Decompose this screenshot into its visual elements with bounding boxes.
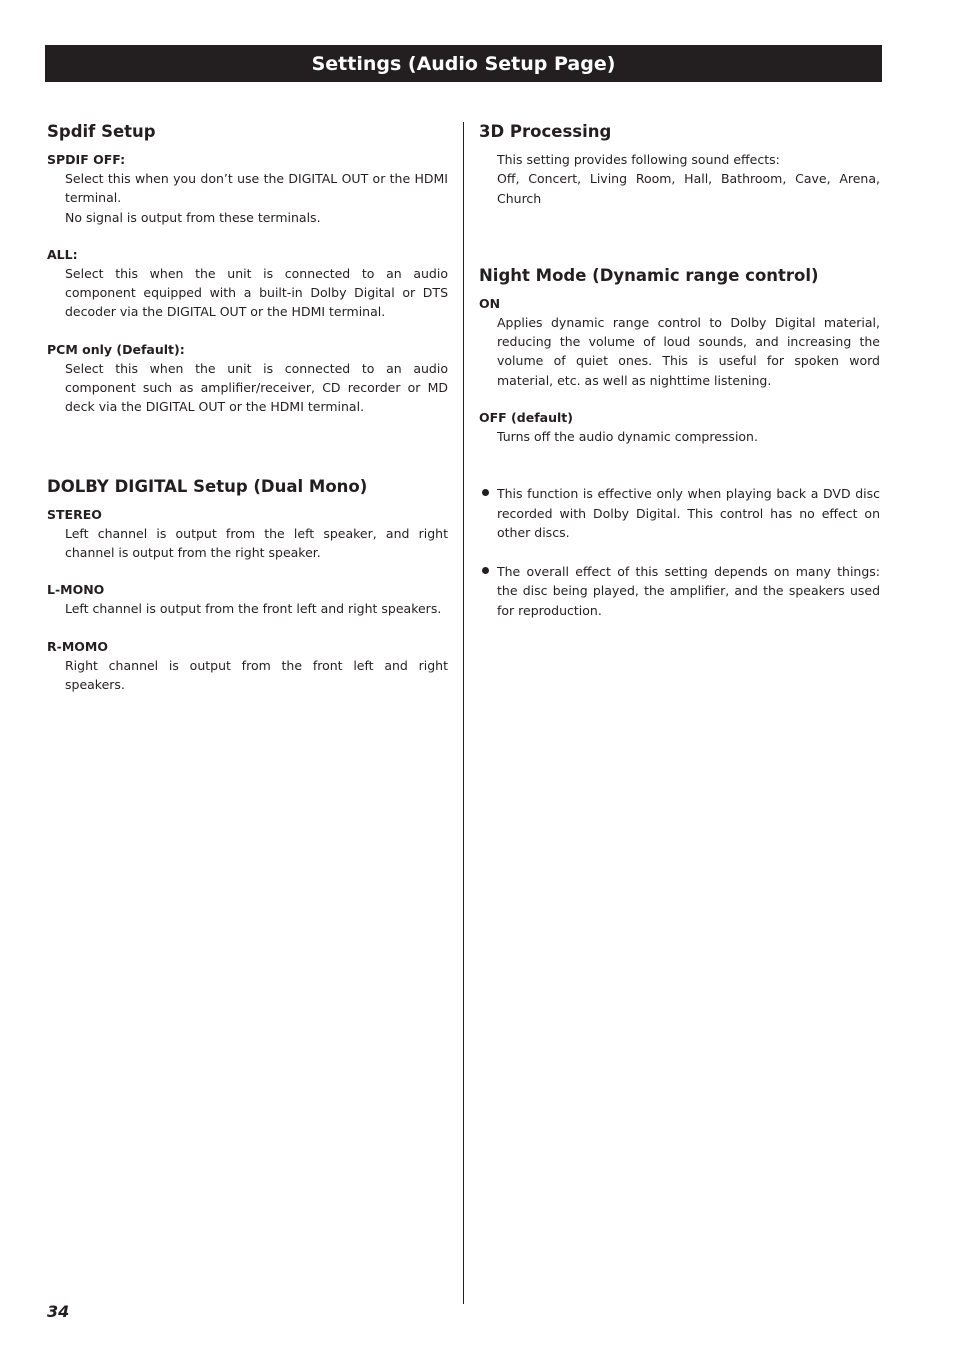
spdif-all-description: Select this when the unit is connected to an audio component equipped with a built-in Dolby Digital or DTS decoder via the DIGITAL OUT or the HDMI terminal. xyxy=(65,265,448,320)
page-title: Settings (Audio Setup Page) xyxy=(311,52,616,75)
night-mode-section xyxy=(479,264,880,446)
3d-processing-description xyxy=(497,150,880,208)
spdif-off-term: SPDIF OFF: xyxy=(47,152,126,167)
spdif-pcm-description: Select this when the unit is connected to an audio component such as amplifier/receiver, CD recorder or MD deck via the DIGITAL OUT or the HDMI terminal. xyxy=(65,360,448,415)
left-column xyxy=(47,120,448,694)
spdif-off-text-2: No signal is output from these terminals. xyxy=(65,209,321,225)
note-item xyxy=(479,484,880,543)
spdif-off-description xyxy=(65,169,448,227)
spdif-pcm-term: PCM only (Default): xyxy=(47,341,185,357)
l-mono-description: Left channel is output from the front left and right speakers. xyxy=(65,601,442,617)
stereo-description: Left channel is output from the left speaker, and right channel is output from the right speaker. xyxy=(65,525,448,560)
bullet-icon xyxy=(482,567,489,574)
night-mode-heading: Night Mode (Dynamic range control) xyxy=(479,265,819,285)
r-mono-term: R-MOMO xyxy=(47,638,108,654)
night-on-term: ON xyxy=(479,295,501,311)
3d-processing-heading: 3D Processing xyxy=(479,122,612,141)
notes-list xyxy=(479,484,880,620)
dolby-digital-heading: DOLBY DIGITAL Setup (Dual Mono) xyxy=(47,476,368,496)
3d-processing-text-2: Off, Concert, Living Room, Hall, Bathroom, Cave, Arena, Church xyxy=(497,171,880,206)
column-divider xyxy=(463,122,464,1304)
night-on-description: Applies dynamic range control to Dolby Digital material, reducing the volume of loud sounds, and increasing the volume of quiet ones. This is useful for spoken word material, etc. as well as nighttime listening. xyxy=(497,314,880,388)
note-text: The overall effect of this setting depends on many things: the disc being played, the amplifier, and the speakers used for reproduction. xyxy=(497,563,880,618)
spdif-all-term: ALL: xyxy=(47,246,78,262)
bullet-icon xyxy=(482,489,489,496)
spdif-setup-heading: Spdif Setup xyxy=(47,122,156,141)
note-text: This function is effective only when playing back a DVD disc recorded with Dolby Digital. This control has no effect on other discs. xyxy=(497,486,880,541)
3d-processing-section xyxy=(479,120,880,208)
dolby-digital-section xyxy=(47,475,448,694)
3d-processing-text-1: This setting provides following sound effects: xyxy=(497,152,780,167)
page-title-bar xyxy=(45,45,882,82)
note-item xyxy=(479,562,880,621)
night-off-term: OFF (default) xyxy=(479,410,573,426)
right-column xyxy=(479,120,880,639)
l-mono-term: L-MONO xyxy=(47,582,105,598)
spdif-setup-section xyxy=(47,120,448,417)
page-number: 34 xyxy=(47,1302,70,1321)
spdif-off-text-1: Select this when you don’t use the DIGITAL OUT or the HDMI terminal. xyxy=(65,171,448,206)
night-off-description: Turns off the audio dynamic compression. xyxy=(497,429,758,445)
r-mono-description: Right channel is output from the front left and right speakers. xyxy=(65,657,448,692)
stereo-term: STEREO xyxy=(47,506,102,522)
